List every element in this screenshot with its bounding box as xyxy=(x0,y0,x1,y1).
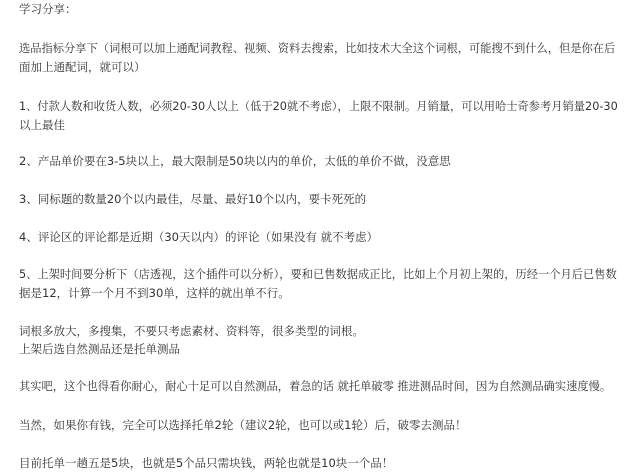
criterion-5-line-2: 据是12，计算一个月不到30单，这样的就出单不行。 xyxy=(19,286,290,300)
criterion-3: 3、同标题的数量20个以内最佳，尽量、最好10个以内，要卡死死的 xyxy=(19,192,367,206)
criterion-1-line-1: 1、付款人数和收货人数，必须20-30人以上（低于20就不考虑），上限不限制。月销量，可以用哈士奇参考月销量20-30 xyxy=(19,100,618,113)
intro-paragraph-line-1: 选品指标分享下（词根可以加上通配词教程、视频、资料去搜索，比如技术大全这个词根，可能搜不到什么，但是你在后 xyxy=(19,42,616,55)
criterion-5-line-1: 5、上架时间要分析下（店透视，这个插件可以分析），要和已售数据成正比，比如上个月初上架的，历经一个月后已售数 xyxy=(19,268,617,281)
cost-paragraph: 目前托单一趟五是5块，也就是5个品只需块钱，两轮也就是10块一个品！ xyxy=(19,456,394,470)
intro-paragraph-line-2: 面加上通配词，就可以） xyxy=(19,60,146,74)
criterion-2: 2、产品单价要在3-5块以上，最大限制是50块以内的单价，太低的单价不做，没意思 xyxy=(19,154,451,168)
money-paragraph: 当然，如果你有钱，完全可以选择托单2轮（建议2轮，也可以或1轮）后，破零去测品！ xyxy=(19,418,467,432)
criterion-1-line-2: 以上最佳 xyxy=(19,118,65,132)
keywords-paragraph: 词根多放大，多搜集，不要只考虑素材、资料等，很多类型的词根。 xyxy=(19,324,364,338)
testing-question: 上架后选自然测品还是托单测品 xyxy=(19,342,180,356)
article-heading: 学习分享： xyxy=(19,2,77,16)
patience-paragraph: 其实吧，这个也得看你耐心，耐心十足可以自然测品，着急的话 就托单破零 推进测品时间，因为自然测品确实速度慢。 xyxy=(19,380,612,393)
criterion-4: 4、评论区的评论都是近期（30天以内）的评论（如果没有 就不考虑） xyxy=(19,230,379,244)
